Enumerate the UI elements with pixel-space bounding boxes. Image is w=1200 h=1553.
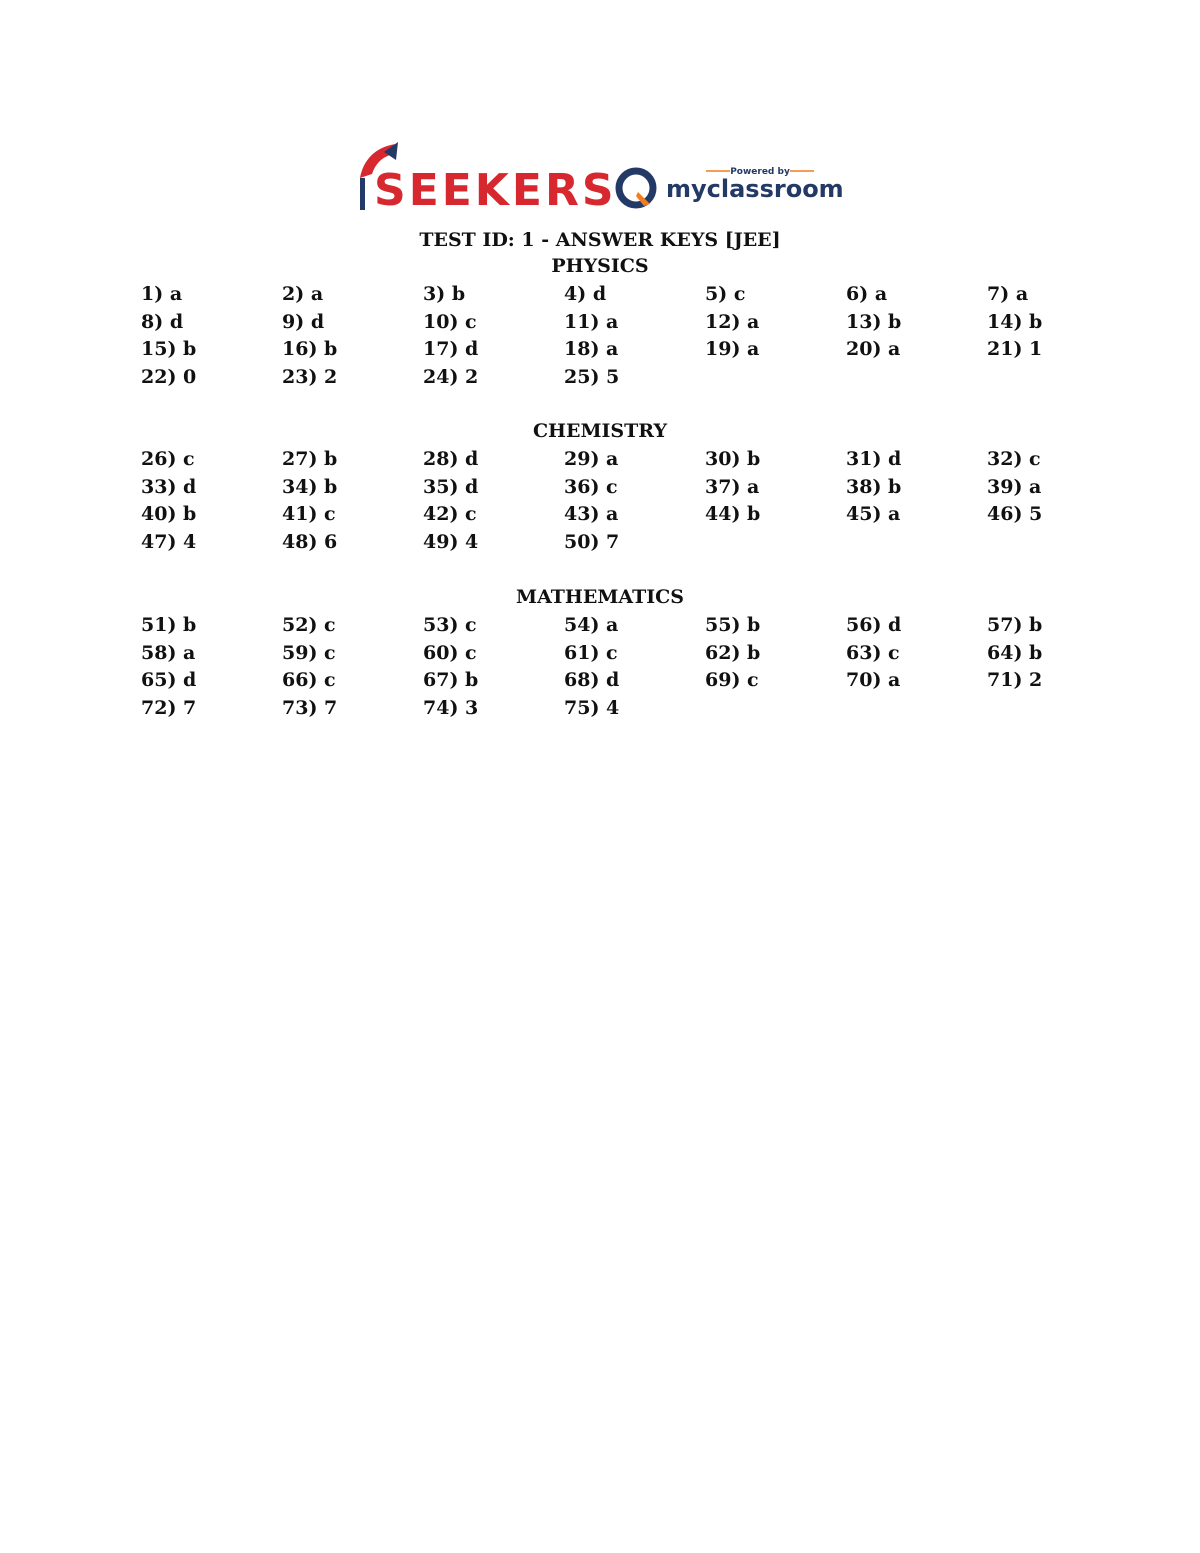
answer-item: 20) a <box>846 338 901 360</box>
answer-item: 51) b <box>141 614 197 636</box>
answer-item: 62) b <box>705 641 761 664</box>
answer-item: 6) a <box>846 283 888 305</box>
logo-brand-text: SEEKERS <box>374 165 617 216</box>
answer-item: 45) a <box>846 503 901 525</box>
page-title: TEST ID: 1 - ANSWER KEYS [JEE] <box>419 229 781 251</box>
answer-item: 52) c <box>282 614 336 636</box>
answer-item: 54) a <box>564 614 619 636</box>
answer-row <box>141 640 1141 668</box>
answer-item: 74) 3 <box>423 696 479 719</box>
answer-item: 46) 5 <box>987 503 1043 525</box>
answer-item: 23) 2 <box>282 365 338 388</box>
answer-item: 50) 7 <box>564 530 620 553</box>
answer-item: 53) c <box>423 614 477 636</box>
answer-item: 71) 2 <box>987 669 1043 691</box>
answer-item: 57) b <box>987 614 1043 636</box>
answer-row <box>141 336 1141 364</box>
answer-item: 35) d <box>423 475 479 498</box>
answer-item: 38) b <box>846 475 902 498</box>
answer-item: 16) b <box>282 338 338 360</box>
partner-name-text: myclassroom <box>666 175 844 203</box>
answer-item: 31) d <box>846 448 902 470</box>
answer-item: 67) b <box>423 669 479 691</box>
answer-row <box>141 667 1141 695</box>
answer-item: 73) 7 <box>282 696 338 719</box>
answer-item: 65) d <box>141 669 197 691</box>
answer-item: 47) 4 <box>141 530 197 553</box>
answer-item: 19) a <box>705 338 760 360</box>
answer-item: 60) c <box>423 641 477 664</box>
answer-item: 9) d <box>282 310 325 333</box>
answer-item: 44) b <box>705 503 761 525</box>
answer-item: 72) 7 <box>141 696 197 719</box>
answer-item: 56) d <box>846 614 902 636</box>
answer-item: 34) b <box>282 475 338 498</box>
answer-row <box>141 612 1141 640</box>
powered-by-text: Powered by <box>730 167 790 177</box>
answer-item: 42) c <box>423 503 477 525</box>
answer-row <box>141 446 1141 474</box>
answer-row <box>141 309 1141 337</box>
answer-item: 33) d <box>141 475 197 498</box>
answer-item: 39) a <box>987 475 1042 498</box>
answer-item: 14) b <box>987 310 1043 333</box>
answer-item: 55) b <box>705 614 761 636</box>
answer-item: 61) c <box>564 641 618 664</box>
logo-graphic <box>354 138 854 220</box>
seekers-myclassroom-logo <box>354 138 854 220</box>
answer-item: 49) 4 <box>423 530 479 553</box>
answer-row <box>141 529 1141 557</box>
answer-item: 12) a <box>705 310 760 333</box>
answer-item: 63) c <box>846 641 900 664</box>
answer-item: 10) c <box>423 310 477 333</box>
answer-item: 13) b <box>846 310 902 333</box>
answer-item: 43) a <box>564 503 619 525</box>
answer-row <box>141 364 1141 392</box>
answer-item: 5) c <box>705 283 746 305</box>
answer-item: 11) a <box>564 310 619 333</box>
answer-row <box>141 695 1141 723</box>
answer-item: 17) d <box>423 338 479 360</box>
answer-item: 2) a <box>282 283 324 305</box>
answer-item: 18) a <box>564 338 619 360</box>
answer-row <box>141 501 1141 529</box>
answer-item: 29) a <box>564 448 619 470</box>
answer-item: 25) 5 <box>564 365 620 388</box>
answer-item: 7) a <box>987 283 1029 305</box>
answer-item: 58) a <box>141 641 196 664</box>
section-heading: PHYSICS <box>551 255 649 277</box>
answer-item: 30) b <box>705 448 761 470</box>
answer-item: 22) 0 <box>141 365 197 388</box>
section-heading: MATHEMATICS <box>516 586 684 608</box>
answer-row <box>141 474 1141 502</box>
answer-item: 68) d <box>564 669 620 691</box>
answer-item: 59) c <box>282 641 336 664</box>
answer-item: 69) c <box>705 669 759 691</box>
section-heading: CHEMISTRY <box>532 420 668 442</box>
answer-item: 24) 2 <box>423 365 479 388</box>
answer-item: 4) d <box>564 283 607 305</box>
answer-item: 1) a <box>141 283 183 305</box>
answer-item: 32) c <box>987 448 1041 470</box>
answer-grid <box>141 612 1141 722</box>
answer-item: 75) 4 <box>564 696 620 719</box>
answer-item: 28) d <box>423 448 479 470</box>
answer-row <box>141 281 1141 309</box>
answer-item: 21) 1 <box>987 338 1043 360</box>
answer-item: 48) 6 <box>282 530 338 553</box>
answer-item: 64) b <box>987 641 1043 664</box>
answer-item: 36) c <box>564 475 618 498</box>
answer-item: 41) c <box>282 503 336 525</box>
answer-item: 26) c <box>141 448 195 470</box>
answer-item: 27) b <box>282 448 338 470</box>
answer-item: 66) c <box>282 669 336 691</box>
answer-item: 40) b <box>141 503 197 525</box>
answer-grid <box>141 281 1141 391</box>
answer-grid <box>141 446 1141 556</box>
answer-item: 15) b <box>141 338 197 360</box>
answer-item: 70) a <box>846 669 901 691</box>
answer-item: 3) b <box>423 283 466 305</box>
answer-item: 8) d <box>141 310 184 333</box>
answer-item: 37) a <box>705 475 760 498</box>
myclassroom-icon <box>619 171 653 206</box>
